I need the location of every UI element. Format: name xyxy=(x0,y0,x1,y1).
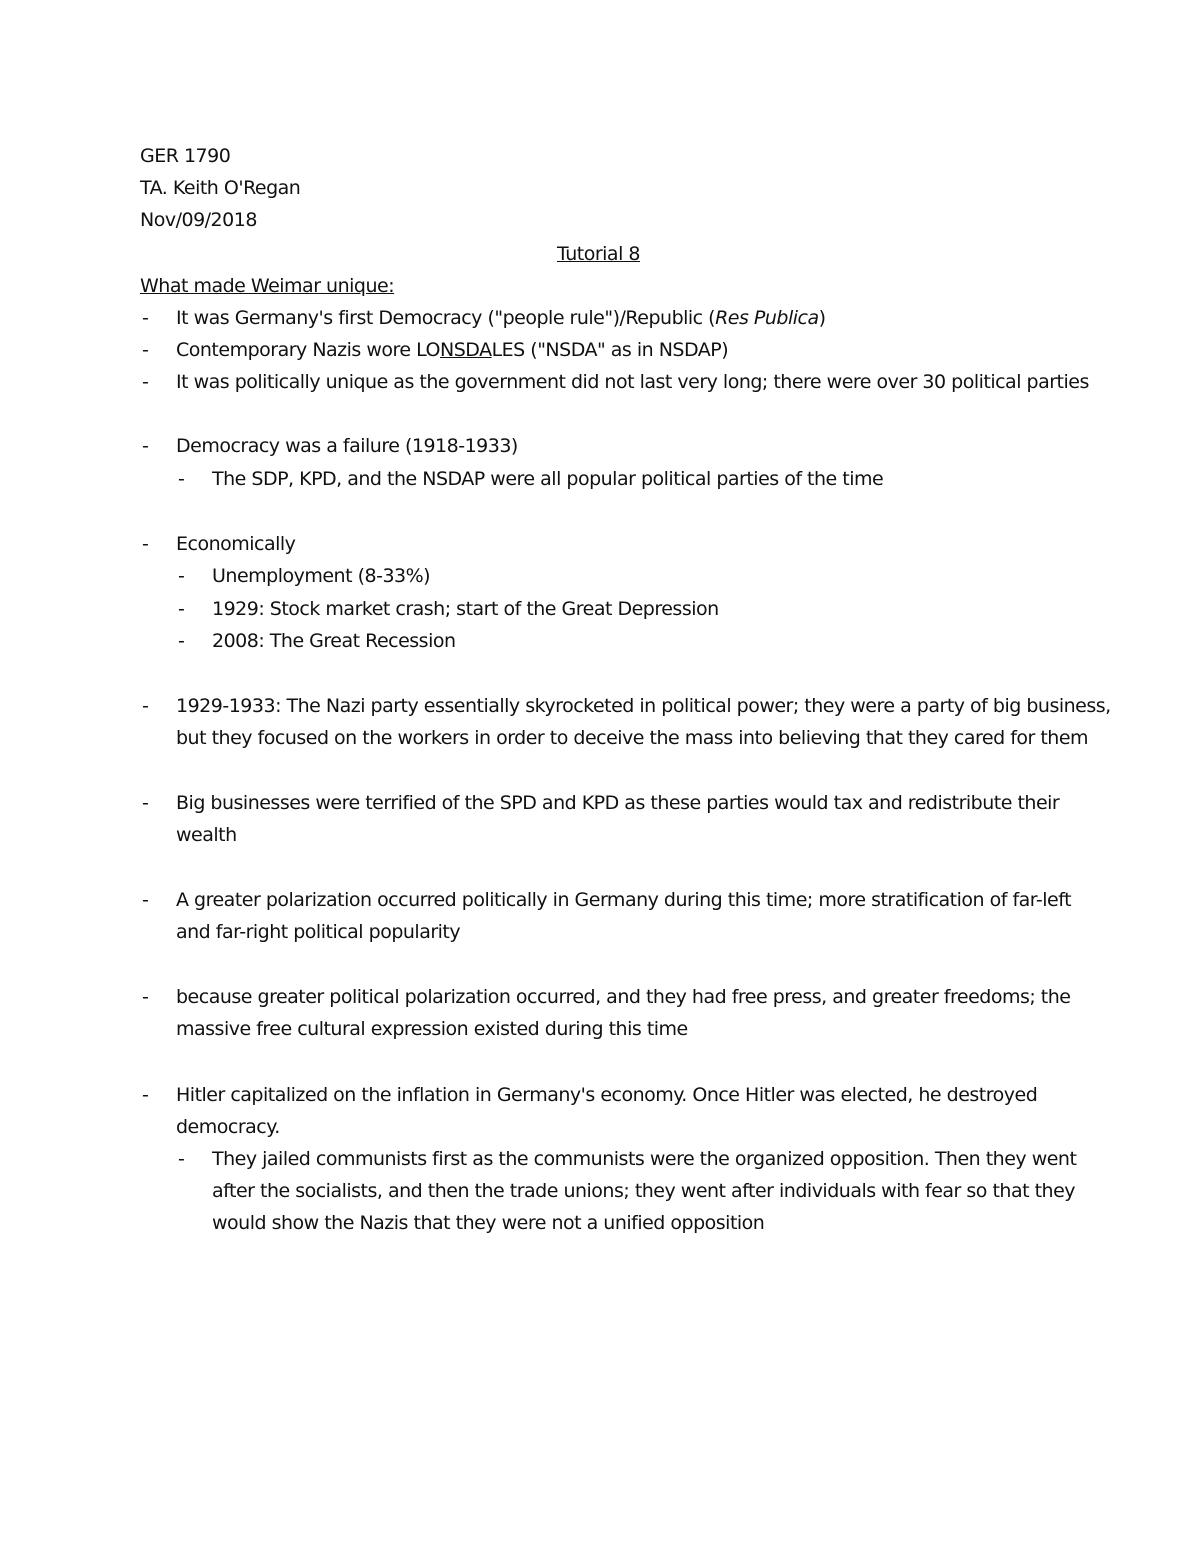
sub-bullet-dash: - xyxy=(178,598,185,620)
bullet-dash: - xyxy=(142,986,149,1008)
bullet-dash: - xyxy=(142,307,149,329)
bullet-10-line-2: democracy. xyxy=(176,1116,280,1138)
bullet-5-sub-2: 1929: Stock market crash; start of the Great Depression xyxy=(212,598,719,620)
sub-bullet-dash: - xyxy=(178,1148,185,1170)
course-code: GER 1790 xyxy=(140,145,231,167)
bullet-8-line-1: A greater polarization occurred politically in Germany during this time; more stratification of far-left xyxy=(176,889,1072,911)
bullet-8-line-2: and far-right political popularity xyxy=(176,921,461,943)
bullet-dash: - xyxy=(142,792,149,814)
bullet-dash: - xyxy=(142,533,149,555)
bullet-2-underlined: NSDA xyxy=(440,339,492,361)
sub-bullet-dash: - xyxy=(178,468,185,490)
bullet-4-sub-1: The SDP, KPD, and the NSDAP were all popular political parties of the time xyxy=(212,468,884,490)
bullet-1-close: ) xyxy=(818,307,826,329)
bullet-dash: - xyxy=(142,695,149,717)
bullet-5: Economically xyxy=(176,533,296,555)
bullet-dash: - xyxy=(142,1084,149,1106)
bullet-3: It was politically unique as the government did not last very long; there were over 30 political parties xyxy=(176,371,1089,393)
bullet-6-line-1: 1929-1933: The Nazi party essentially skyrocketed in political power; they were a party of big business, xyxy=(176,695,1111,717)
bullet-9-line-1: because greater political polarization occurred, and they had free press, and greater freedoms; the xyxy=(176,986,1071,1008)
ta-name: TA. Keith O'Regan xyxy=(140,177,301,199)
page-title: Tutorial 8 xyxy=(557,243,640,265)
sub-bullet-dash: - xyxy=(178,565,185,587)
bullet-7-line-2: wealth xyxy=(176,824,237,846)
bullet-6-line-2: but they focused on the workers in order to deceive the mass into believing that they cared for them xyxy=(176,727,1089,749)
bullet-dash: - xyxy=(142,339,149,361)
bullet-10-sub-line-2: after the socialists, and then the trade unions; they went after individuals with fear so that they xyxy=(212,1180,1076,1202)
bullet-4: Democracy was a failure (1918-1933) xyxy=(176,435,518,457)
bullet-2-rest: LES ("NSDA" as in NSDAP) xyxy=(491,339,729,361)
bullet-1-italic: Res Publica xyxy=(715,307,819,329)
bullet-10-line-1: Hitler capitalized on the inflation in Germany's economy. Once Hitler was elected, he destroyed xyxy=(176,1084,1038,1106)
bullet-1-text: It was Germany's first Democracy ("people rule")/Republic ( xyxy=(176,307,716,329)
sub-bullet-dash: - xyxy=(178,630,185,652)
bullet-dash: - xyxy=(142,435,149,457)
bullet-dash: - xyxy=(142,889,149,911)
bullet-7-line-1: Big businesses were terrified of the SPD and KPD as these parties would tax and redistribute their xyxy=(176,792,1060,814)
bullet-2-text: Contemporary Nazis wore LO xyxy=(176,339,441,361)
bullet-10-sub-line-3: would show the Nazis that they were not a unified opposition xyxy=(212,1212,765,1234)
bullet-5-sub-1: Unemployment (8-33%) xyxy=(212,565,431,587)
date: Nov/09/2018 xyxy=(140,209,257,231)
bullet-9-line-2: massive free cultural expression existed during this time xyxy=(176,1018,688,1040)
bullet-2 xyxy=(176,336,728,364)
bullet-dash: - xyxy=(142,371,149,393)
bullet-1 xyxy=(176,304,826,332)
bullet-10-sub-line-1: They jailed communists first as the communists were the organized opposition. Then they went xyxy=(212,1148,1077,1170)
bullet-5-sub-3: 2008: The Great Recession xyxy=(212,630,456,652)
section-heading: What made Weimar unique: xyxy=(140,275,395,297)
